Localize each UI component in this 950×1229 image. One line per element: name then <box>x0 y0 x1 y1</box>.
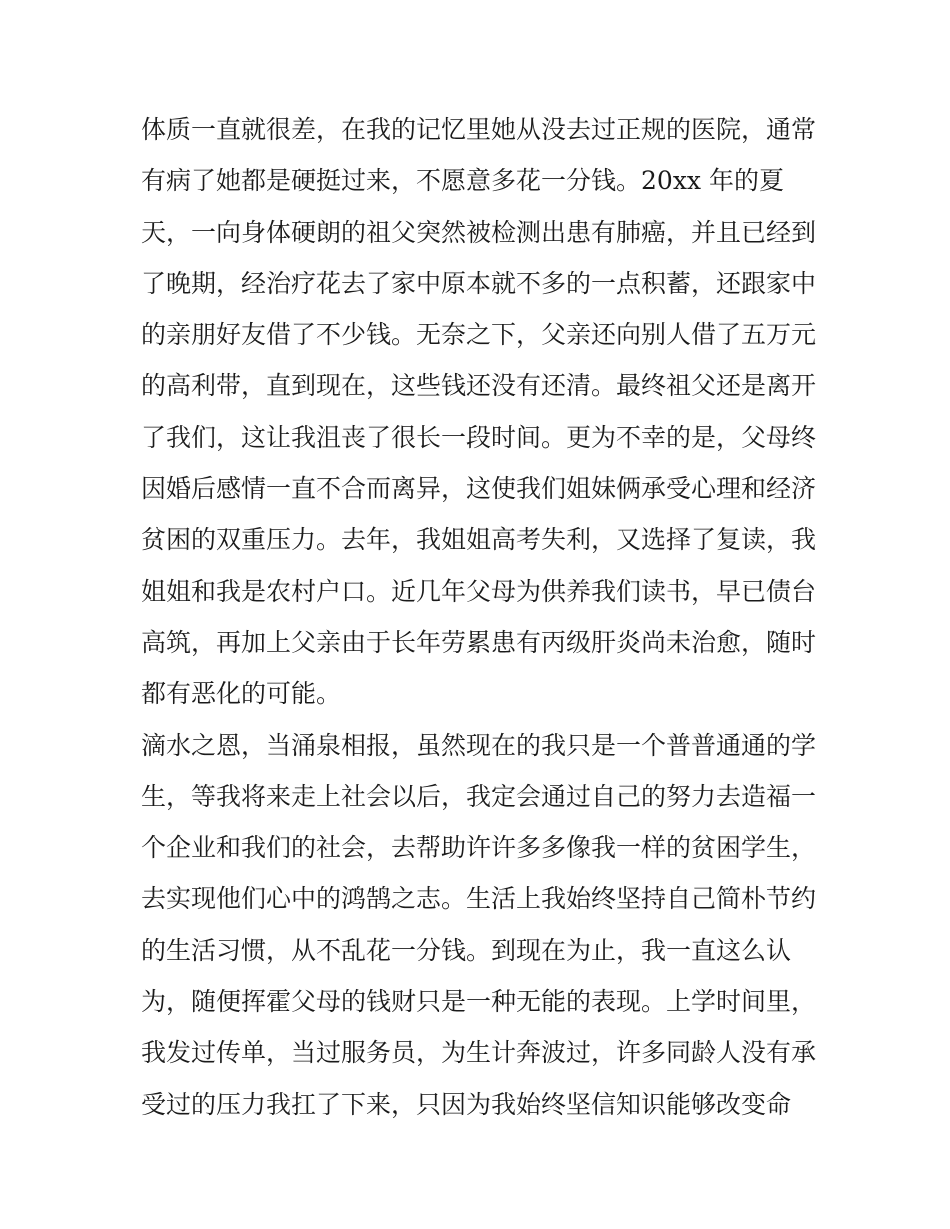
text-line: 的高利带，直到现在，这些钱还没有还清。最终祖父还是离开 <box>141 371 817 401</box>
text-line: 的亲朋好友借了不少钱。无奈之下，父亲还向别人借了五万元 <box>141 320 817 350</box>
text-line: 了我们，这让我沮丧了很长一段时间。更为不幸的是，父母终 <box>141 422 817 452</box>
text-line: 受过的压力我扛了下来，只因为我始终坚信知识能够改变命 <box>141 1089 792 1119</box>
text-line: 姐姐和我是农村户口。近几年父母为供养我们读书，早已债台 <box>141 576 817 606</box>
text-line: 天，一向身体硬朗的祖父突然被检测出患有肺癌，并且已经到 <box>141 217 817 247</box>
text-line: 的生活习惯，从不乱花一分钱。到现在为止，我一直这么认 <box>141 935 792 965</box>
text-line: 贫困的双重压力。去年，我姐姐高考失利，又选择了复读，我 <box>141 525 817 555</box>
text-line: 为，随便挥霍父母的钱财只是一种无能的表现。上学时间里， <box>141 987 817 1017</box>
text-line: 都有恶化的可能。 <box>141 679 342 709</box>
text-line: 我发过传单，当过服务员，为生计奔波过，许多同龄人没有承 <box>141 1038 817 1068</box>
text-line: 高筑，再加上父亲由于长年劳累患有丙级肝炎尚未治愈，随时 <box>141 627 817 657</box>
text-line: 体质一直就很差，在我的记忆里她从没去过正规的医院，通常 <box>141 115 817 144</box>
text-line: 因婚后感情一直不合而离异，这使我们姐妹俩承受心理和经济 <box>141 474 817 504</box>
text-line: 有病了她都是硬挺过来，不愿意多花一分钱。20xx 年的夏 <box>141 166 784 196</box>
text-line: 滴水之恩，当涌泉相报，虽然现在的我只是一个普普通通的学 <box>141 730 817 760</box>
text-line: 去实现他们心中的鸿鹄之志。生活上我始终坚持自己简朴节约 <box>141 884 817 914</box>
document-body <box>141 104 831 1130</box>
text-line: 个企业和我们的社会，去帮助许许多多像我一样的贫困学生， <box>141 833 817 863</box>
text-line: 生，等我将来走上社会以后，我定会通过自己的努力去造福一 <box>141 781 817 811</box>
text-line: 了晚期，经治疗花去了家中原本就不多的一点积蓄，还跟家中 <box>141 268 817 298</box>
